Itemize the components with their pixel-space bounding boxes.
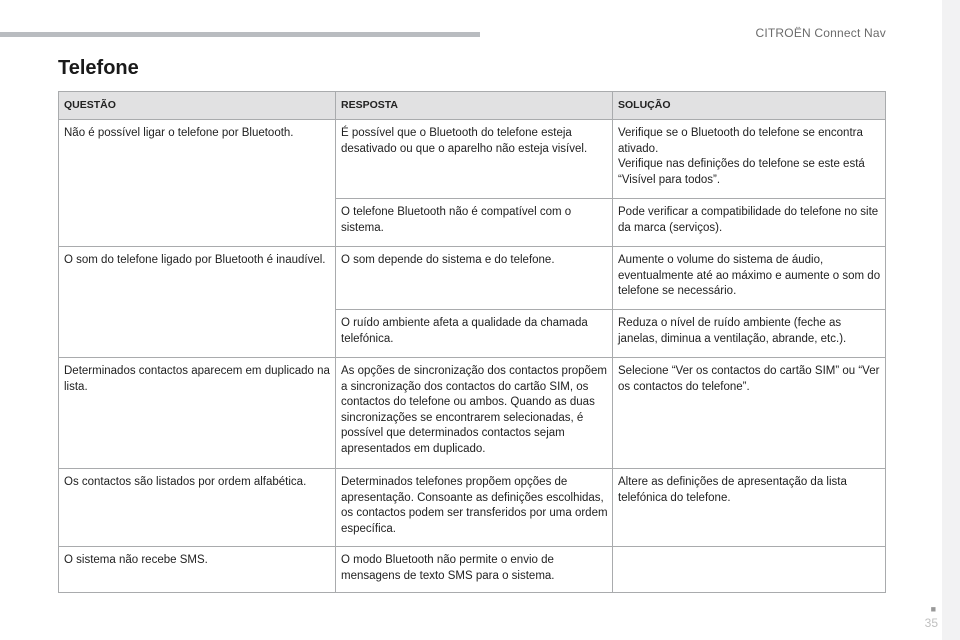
question-cell: Não é possível ligar o telefone por Bluetooth. [59,120,336,247]
page-title: Telefone [58,57,139,79]
table-header-row [59,92,886,120]
response-cell: O modo Bluetooth não permite o envio de mensagens de texto SMS para o sistema. [336,547,613,593]
solution-cell: Selecione “Ver os contactos do cartão SIM” ou “Ver os contactos do telefone”. [613,358,886,469]
question-cell: O sistema não recebe SMS. [59,547,336,593]
table-row [59,547,886,593]
solution-cell: Reduza o nível de ruído ambiente (feche as janelas, diminua a ventilação, abrande, etc.). [613,310,886,358]
brand-label: CITROËN Connect Nav [755,26,886,40]
question-cell: O som do telefone ligado por Bluetooth é inaudível. [59,247,336,358]
response-cell: Determinados telefones propõem opções de apresentação. Consoante as definições escolhidas, os contactos podem ser transferidos por uma ordem específica. [336,469,613,547]
solution-text: Verifique se o Bluetooth do telefone se encontra ativado. Verifique nas definições do telefone se este está “Visível para todos”. [618,127,865,186]
header-rule [0,32,480,37]
solution-cell: Aumente o volume do sistema de áudio, eventualmente até ao máximo e aumente o som do telefone se necessário. [613,247,886,310]
question-cell: Determinados contactos aparecem em duplicado na lista. [59,358,336,469]
column-header-response: RESPOSTA [336,92,613,120]
table-row [59,358,886,469]
solution-cell: Altere as definições de apresentação da lista telefónica do telefone. [613,469,886,547]
page-edge-strip [942,0,960,640]
column-header-question: QUESTÃO [59,92,336,120]
page-number: 35 [924,616,938,630]
column-header-solution: SOLUÇÃO [613,92,886,120]
solution-cell [613,120,886,199]
table-row [59,120,886,199]
response-cell: O som depende do sistema e do telefone. [336,247,613,310]
page-marker-icon: ■ [930,604,936,614]
table-row [59,247,886,310]
response-cell: É possível que o Bluetooth do telefone esteja desativado ou que o aparelho não esteja visível. [336,120,613,199]
solution-cell: Pode verificar a compatibilidade do telefone no site da marca (serviços). [613,199,886,247]
solution-cell [613,547,886,593]
response-cell: O ruído ambiente afeta a qualidade da chamada telefónica. [336,310,613,358]
table-row [59,469,886,547]
troubleshooting-table [58,91,886,593]
question-cell: Os contactos são listados por ordem alfabética. [59,469,336,547]
response-cell: O telefone Bluetooth não é compatível com o sistema. [336,199,613,247]
response-cell: As opções de sincronização dos contactos propõem a sincronização dos contactos do cartão SIM, os contactos do telefone ou ambos. Quando as duas sincronizações se encontrarem selecionadas, é possível que determinados contactos sejam apresentados em duplicado. [336,358,613,469]
